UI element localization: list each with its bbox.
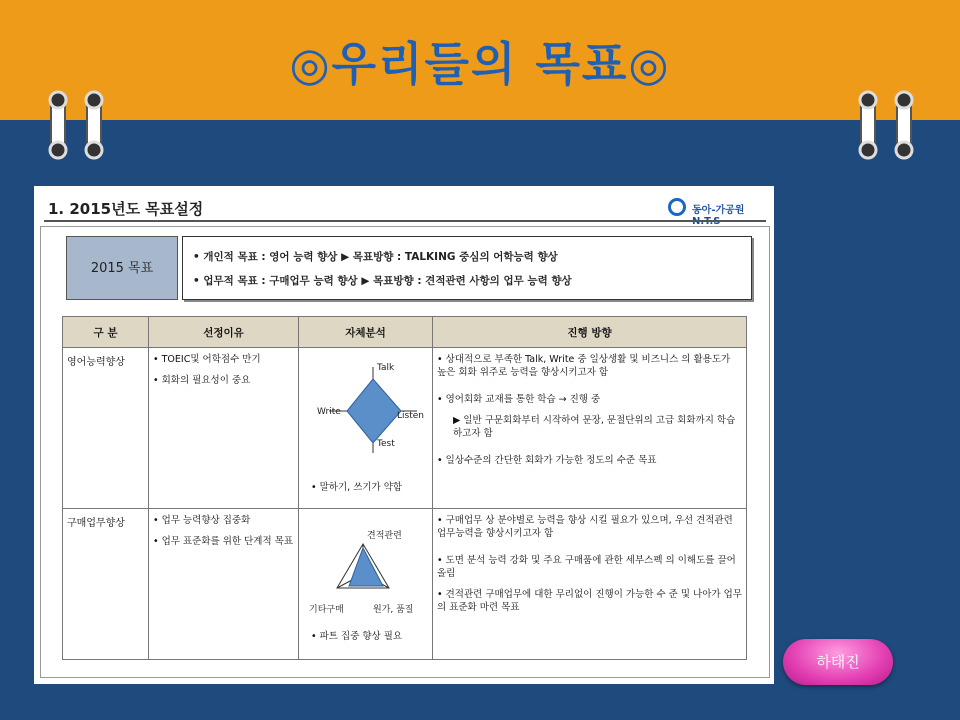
goal-document <box>34 186 774 684</box>
presenter-button[interactable]: 하태진 <box>783 639 893 685</box>
radar-label: Write <box>317 407 341 417</box>
row-plan <box>433 348 747 509</box>
row-plan <box>433 509 747 660</box>
row-analysis <box>299 509 433 660</box>
header-analysis: 자체분석 <box>299 317 433 348</box>
reason-item: • TOEIC및 어학점수 만기 <box>153 354 261 365</box>
radar-label: Listen <box>397 411 424 421</box>
table-row <box>63 509 747 660</box>
goal-table <box>62 316 747 660</box>
goal-box <box>182 236 752 300</box>
radar-label: 원가, 품질 <box>373 605 414 615</box>
binder-ring-icon <box>78 88 110 162</box>
table-header-row <box>63 317 747 348</box>
radar-chart-english <box>303 353 428 503</box>
row-category: 구매업무향상 <box>63 509 149 660</box>
reason-item: • 업무 능력향상 집중화 <box>153 515 251 526</box>
plan-item: • 구매업무 상 분야별로 능력을 향상 시킬 필요가 있으며, 우선 견적관련 업무능력을 향상시키고자 함 <box>437 515 733 539</box>
title-divider <box>44 220 766 222</box>
radar-label: Test <box>377 439 395 449</box>
plan-item: • 견적관련 구매업무에 대한 무리없이 진행이 가능한 수 준 및 나아가 업무의 표준화 마련 목표 <box>437 589 742 613</box>
header-plan: 진행 방향 <box>433 317 747 348</box>
logo-text: 동아-가공원 <box>692 205 745 216</box>
row-category: 영어능력향상 <box>63 348 149 509</box>
reason-item: • 업무 표준화를 위한 단계적 목표 <box>153 536 294 547</box>
plan-item: • 영어회화 교재를 통한 학습 → 진행 중 <box>437 394 601 405</box>
plan-item: • 도면 분석 능력 강화 및 주요 구매품에 관한 세부스펙 의 이해도를 끌어올림 <box>437 555 736 579</box>
document-title: 1. 2015년도 목표설정 <box>48 200 204 218</box>
row-reasons <box>149 509 299 660</box>
analysis-note: • 파트 집중 향상 필요 <box>311 631 403 642</box>
goal-personal: • 개인적 목표 : 영어 능력 향상 ▶ 목표방향 : TALKING 중심의 어학능력 향상 <box>193 251 558 263</box>
table-row <box>63 348 747 509</box>
radar-label: 견적관련 <box>367 531 402 541</box>
company-logo <box>668 198 764 218</box>
analysis-note: • 말하기, 쓰기가 약함 <box>311 482 403 493</box>
header-category: 구 분 <box>63 317 149 348</box>
plan-item: • 일상수준의 간단한 회화가 가능한 정도의 수준 목표 <box>437 455 657 466</box>
radar-label: 기타구매 <box>309 605 344 615</box>
binder-ring-icon <box>852 88 884 162</box>
binder-ring-icon <box>888 88 920 162</box>
reason-item: • 회화의 필요성이 중요 <box>153 375 251 386</box>
goal-work: • 업무적 목표 : 구매업무 능력 향상 ▶ 목표방향 : 견적관련 사항의 업무 능력 향상 <box>193 275 572 287</box>
plan-subitem: ▶ 일반 구문회화부터 시작하여 문장, 문절단위의 고급 회화까지 학습하고자 함 <box>453 415 736 439</box>
goal-label: 2015 목표 <box>66 236 178 300</box>
radar-label: Talk <box>377 363 395 373</box>
radar-chart-purchasing <box>303 514 428 654</box>
binder-ring-icon <box>42 88 74 162</box>
logo-icon <box>668 198 686 216</box>
row-analysis <box>299 348 433 509</box>
plan-item: • 상대적으로 부족한 Talk, Write 중 일상생활 및 비즈니스 의 활용도가 높은 회화 위주로 능력을 향상시키고자 함 <box>437 354 731 378</box>
row-reasons <box>149 348 299 509</box>
slide-title: ◎우리들의 목표◎ <box>289 37 671 91</box>
header-reason: 선정이유 <box>149 317 299 348</box>
